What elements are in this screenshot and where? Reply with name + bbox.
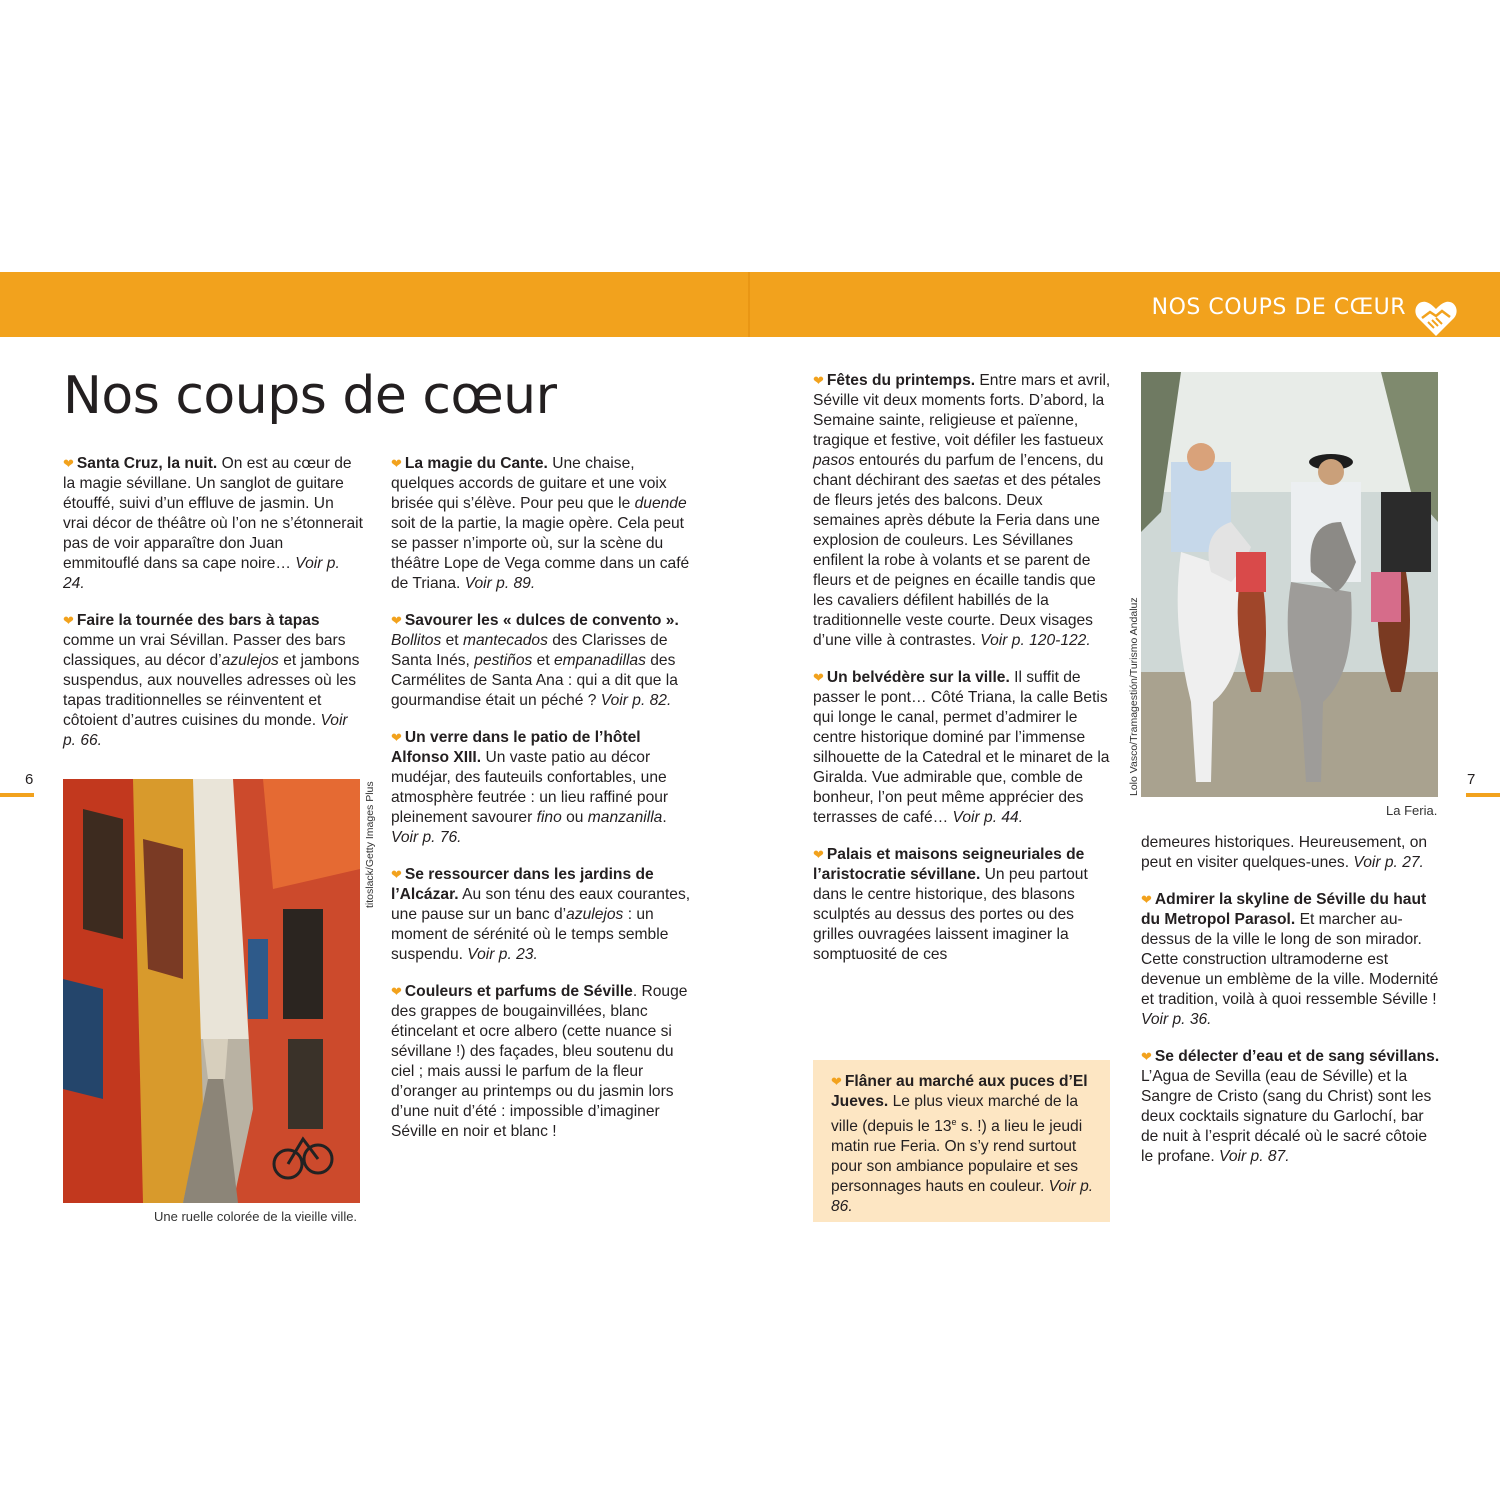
heart-icon: ❤	[391, 984, 402, 999]
handshake-heart-icon	[1414, 298, 1458, 338]
entry-fetes: ❤ Fêtes du printemps. Entre mars et avril, Séville vit deux moments forts. D’abord, la Semaine sainte, religieuse et païenne, tragique et festive, voit défiler les fastueux pasos entourés du parfum de l’encens, du chant déchirant des saetas et des pétales de fleurs jetés des balcons. Deux semaines après débute la Feria dans une explosion de couleurs. Les Sévillanes enfilent la robe à volants et se parent de fleurs et de peignes en écaille tandis que les cavaliers défilent habillés de la traditionnelle veste courte. Deux visages d’une ville à contrastes. Voir p. 120-122.	[813, 372, 1111, 649]
column-right-2	[1141, 833, 1441, 1184]
photo-alley	[63, 779, 360, 1203]
photo-caption-left: Une ruelle colorée de la vieille ville.	[154, 1209, 358, 1224]
heart-icon: ❤	[63, 613, 74, 628]
heart-icon: ❤	[391, 456, 402, 471]
entry-metropol: ❤ Admirer la skyline de Séville du haut du Metropol Parasol. Et marcher au-dessus de la ville le long de son mirador. Cette construction ultramoderne est devenue un emblème de la ville. Modernité et tradition, voilà à quoi ressemble Séville ! Voir p. 36.	[1141, 891, 1439, 1028]
entry-belvedere: ❤ Un belvédère sur la ville. Il suffit de passer le pont… Côté Triana, la calle Betis qui longe le canal, permet d’admirer le centre historique dominé par l’immense silhouette de la Catedral et le minaret de la Giralda. Vue admirable que, comble de bonheur, l’on peut même apprécier des terrasses de café… Voir p. 44.	[813, 669, 1110, 826]
page-number-rule-left	[0, 793, 34, 797]
column-left-2	[391, 454, 691, 1159]
photo-credit-right: Lolo Vasco/Tramagestión/Turismo Andaluz	[1128, 597, 1140, 796]
highlight-box-jueves	[813, 1060, 1110, 1222]
photo-caption-right: La Feria.	[1386, 803, 1438, 818]
heart-icon: ❤	[831, 1074, 842, 1089]
column-left-1	[63, 454, 363, 768]
heart-icon: ❤	[1141, 1049, 1152, 1064]
heart-icon: ❤	[391, 867, 402, 882]
entry-alcazar: ❤ Se ressourcer dans les jardins de l’Alcázar. Au son ténu des eaux courantes, une pause sur un banc d’azulejos : un moment de sérénité où le temps semble suspendu. Voir p. 23.	[391, 866, 691, 963]
header-title: NOS COUPS DE CŒUR	[1151, 295, 1406, 320]
heart-icon: ❤	[813, 670, 824, 685]
entry-agua: ❤ Se délecter d’eau et de sang sévillans. L’Agua de Sevilla (eau de Séville) et la Sangre de Cristo (sang du Christ) sont les deux cocktails signature du Garlochí, bar de nuit à l’esprit décalé où le sacré côtoie le profane. Voir p. 87.	[1141, 1048, 1440, 1165]
column-right-1	[813, 371, 1113, 982]
heart-icon: ❤	[63, 456, 74, 471]
page-number-right: 7	[1467, 771, 1476, 788]
photo-credit-left: titoslack/Getty Images Plus	[364, 781, 376, 908]
heart-icon: ❤	[391, 730, 402, 745]
entry-tapas: ❤ Faire la tournée des bars à tapas comme un vrai Sévillan. Passer des bars classiques, au décor d’azulejos et jambons suspendus, aux nouvelles adresses où les tapas traditionnelles se réinventent et côtoient d’autres cuisines du monde. Voir p. 66.	[63, 612, 360, 749]
photo-feria	[1141, 372, 1438, 797]
heart-icon: ❤	[1141, 892, 1152, 907]
page-title: Nos coups de cœur	[63, 366, 557, 426]
entry-palais-continued: demeures historiques. Heureusement, on peut en visiter quelques-unes. Voir p. 27.	[1141, 834, 1428, 871]
heart-icon: ❤	[391, 613, 402, 628]
page-fold	[748, 272, 750, 337]
page-number-rule-right	[1466, 793, 1500, 797]
heart-icon: ❤	[813, 847, 824, 862]
entry-dulces: ❤ Savourer les « dulces de convento ». Bollitos et mantecados des Clarisses de Santa Inés, pestiños et empanadillas des Carmélites de Santa Ana : qui a dit que la gourmandise était un péché ? Voir p. 82.	[391, 612, 679, 709]
entry-cante: ❤ La magie du Cante. Une chaise, quelques accords de guitare et une voix brisée qui s’élève. Pour peu que le duende soit de la partie, la magie opère. Cela peut se passer n’importe où, sur la scène du théâtre Lope de Vega comme dans un café de Triana. Voir p. 89.	[391, 455, 690, 592]
alley-illustration	[63, 779, 360, 1203]
heart-icon: ❤	[813, 373, 824, 388]
entry-jueves: ❤ Flâner au marché aux puces d’El Jueves. Le plus vieux marché de la ville (depuis le 13e s. !) a lieu le jeudi matin rue Feria. On s’y rend surtout pour son ambiance populaire et ses personnages hauts en couleur. Voir p. 86.	[831, 1073, 1094, 1216]
entry-santa-cruz: ❤ Santa Cruz, la nuit. On est au cœur de la magie sévillane. Un sanglot de guitare étouffé, suivi d’un effluve de jasmin. Un vrai décor de théâtre où l’on ne s’étonnerait pas de voir apparaître don Juan emmitouflé dans sa cape noire… Voir p. 24.	[63, 455, 363, 592]
page-number-left: 6	[25, 771, 34, 788]
feria-illustration	[1141, 372, 1438, 797]
entry-alfonso: ❤ Un verre dans le patio de l’hôtel Alfonso XIII. Un vaste patio au décor mudéjar, des fauteuils confortables, une atmosphère feutrée : un lieu raffiné pour pleinement savourer fino ou manzanilla. Voir p. 76.	[391, 729, 669, 846]
entry-palais: ❤ Palais et maisons seigneuriales de l’aristocratie sévillane. Un peu partout dans le centre historique, des blasons sculptés au dessus des portes ou des grilles ouvragées laissent imaginer la somptuosité de ces	[813, 846, 1088, 963]
entry-couleurs: ❤ Couleurs et parfums de Séville. Rouge des grappes de bougainvillées, blanc étincelant et ocre albero (cette nuance si sévillane !) des façades, bleu soutenu du ciel ; mais aussi le parfum de la fleur d’oranger au printemps ou du jasmin lors d’une nuit d’été : impossible d’imaginer Séville en noir et blanc !	[391, 983, 688, 1140]
